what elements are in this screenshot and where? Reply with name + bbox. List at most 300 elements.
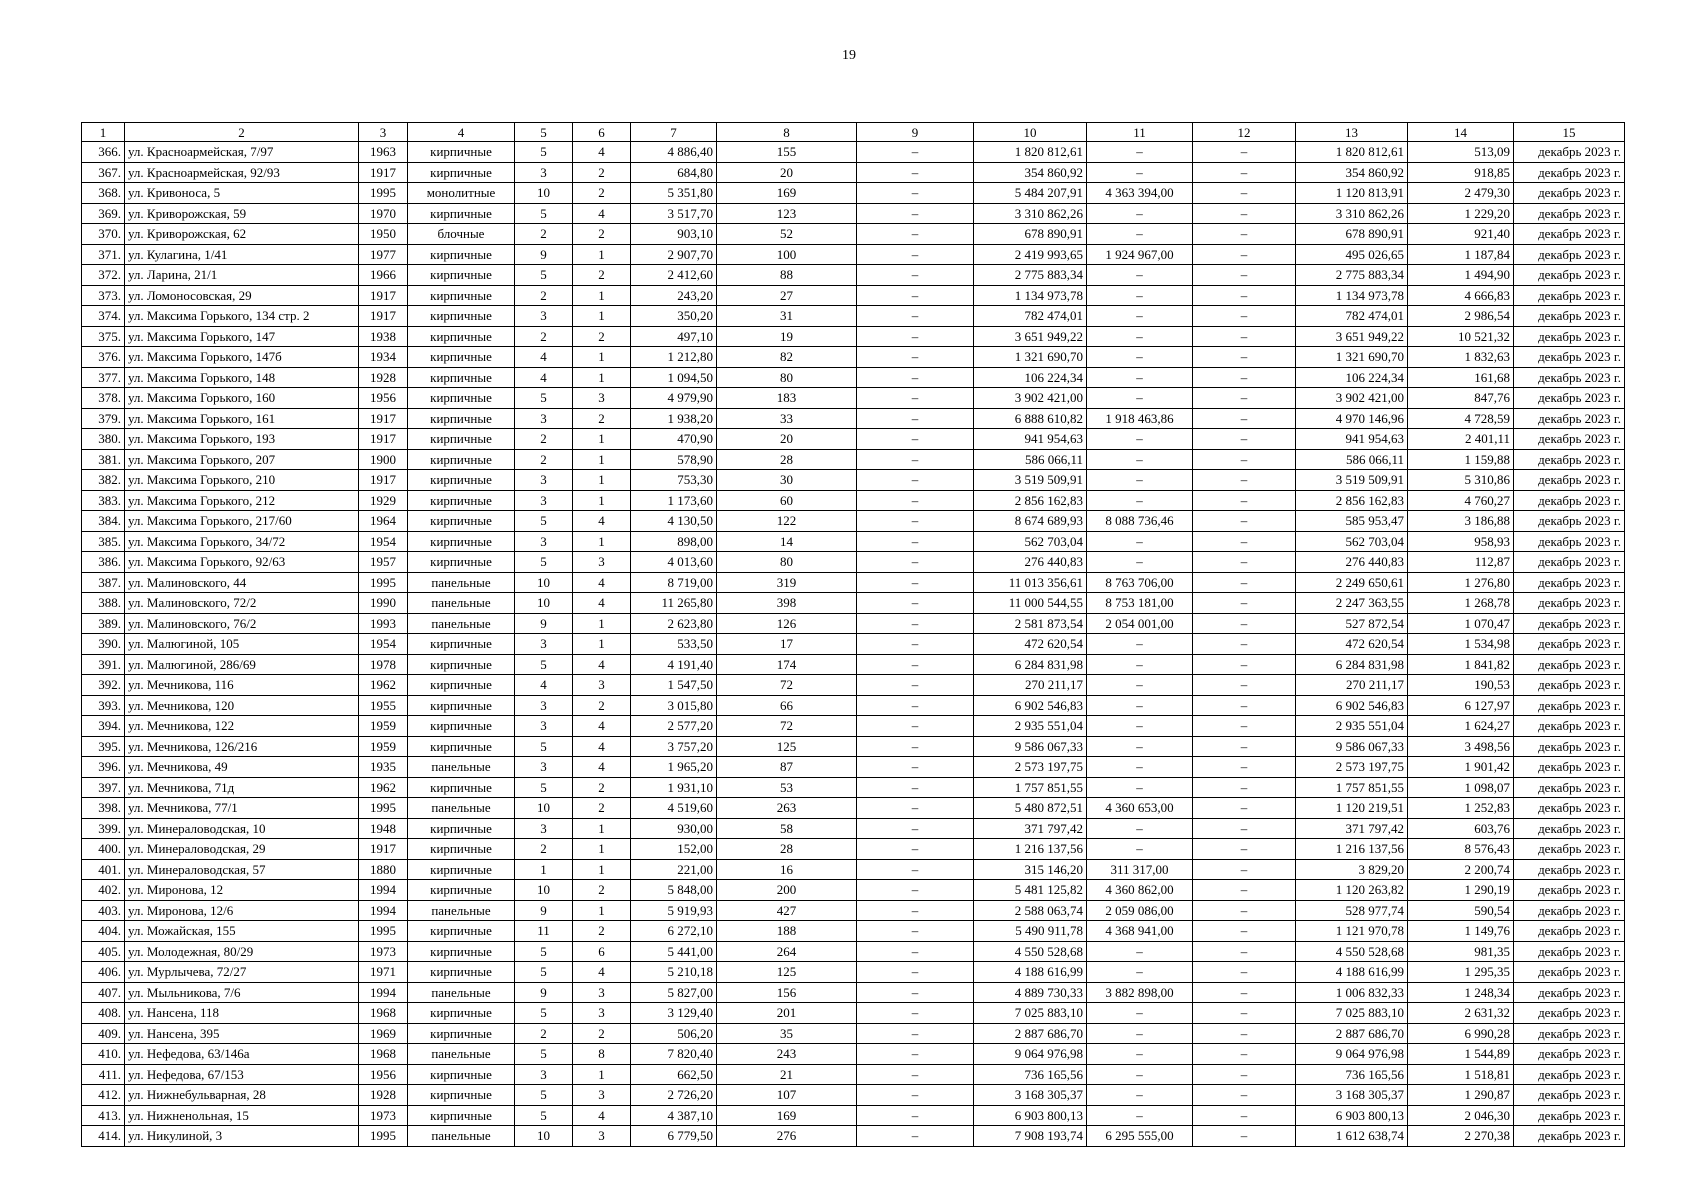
cell-year-built: 1917 (359, 839, 408, 860)
cell-col-11: – (1087, 306, 1193, 327)
cell-col-13: 1 757 851,55 (1296, 777, 1408, 798)
cell-row-number: 408. (82, 1003, 125, 1024)
cell-cost-per-sqm: 1 534,98 (1408, 634, 1514, 655)
cell-residents: 53 (717, 777, 857, 798)
cell-row-number: 377. (82, 367, 125, 388)
cell-col-9: – (857, 572, 974, 593)
cell-total-area: 3 757,20 (631, 736, 717, 757)
cell-cost-per-sqm: 981,35 (1408, 941, 1514, 962)
cell-col-11: – (1087, 1064, 1193, 1085)
cell-col-9: – (857, 1126, 974, 1147)
cell-residents: 122 (717, 511, 857, 532)
cell-cost-per-sqm: 1 252,83 (1408, 798, 1514, 819)
cell-cost-per-sqm: 4 728,59 (1408, 408, 1514, 429)
cell-deadline: декабрь 2023 г. (1514, 347, 1625, 368)
cell-total-area: 662,50 (631, 1064, 717, 1085)
cell-residents: 17 (717, 634, 857, 655)
cell-floors: 4 (515, 347, 573, 368)
cell-year-built: 1993 (359, 613, 408, 634)
cell-residents: 20 (717, 429, 857, 450)
table-row (82, 511, 1625, 532)
cell-residents: 21 (717, 1064, 857, 1085)
table-row (82, 900, 1625, 921)
cell-total-cost: 3 519 509,91 (974, 470, 1087, 491)
cell-cost-per-sqm: 4 666,83 (1408, 285, 1514, 306)
cell-floors: 5 (515, 1085, 573, 1106)
cell-deadline: декабрь 2023 г. (1514, 1105, 1625, 1126)
cell-wall-material: панельные (408, 982, 515, 1003)
cell-year-built: 1955 (359, 695, 408, 716)
cell-col-12: – (1193, 654, 1296, 675)
cell-floors: 9 (515, 982, 573, 1003)
cell-col-11: – (1087, 695, 1193, 716)
cell-total-cost: 3 168 305,37 (974, 1085, 1087, 1106)
cell-cost-per-sqm: 2 270,38 (1408, 1126, 1514, 1147)
cell-wall-material: кирпичные (408, 880, 515, 901)
cell-entrances: 3 (573, 552, 631, 573)
cell-total-area: 2 412,60 (631, 265, 717, 286)
cell-cost-per-sqm: 1 624,27 (1408, 716, 1514, 737)
cell-deadline: декабрь 2023 г. (1514, 736, 1625, 757)
cell-floors: 2 (515, 449, 573, 470)
cell-floors: 2 (515, 224, 573, 245)
cell-residents: 126 (717, 613, 857, 634)
cell-col-11: 6 295 555,00 (1087, 1126, 1193, 1147)
cell-cost-per-sqm: 590,54 (1408, 900, 1514, 921)
cell-residents: 27 (717, 285, 857, 306)
cell-col-11: 3 882 898,00 (1087, 982, 1193, 1003)
cell-cost-per-sqm: 603,76 (1408, 818, 1514, 839)
cell-cost-per-sqm: 1 295,35 (1408, 962, 1514, 983)
cell-floors: 2 (515, 429, 573, 450)
cell-col-12: – (1193, 859, 1296, 880)
cell-address: ул. Малиновского, 44 (125, 572, 359, 593)
cell-address: ул. Мечникова, 71д (125, 777, 359, 798)
header-row (82, 123, 1625, 142)
cell-year-built: 1968 (359, 1003, 408, 1024)
cell-total-cost: 6 888 610,82 (974, 408, 1087, 429)
cell-address: ул. Максима Горького, 217/60 (125, 511, 359, 532)
cell-col-12: – (1193, 695, 1296, 716)
cell-floors: 2 (515, 326, 573, 347)
cell-col-9: – (857, 900, 974, 921)
cell-total-area: 2 623,80 (631, 613, 717, 634)
cell-entrances: 2 (573, 880, 631, 901)
cell-residents: 58 (717, 818, 857, 839)
cell-col-13: 1 612 638,74 (1296, 1126, 1408, 1147)
cell-total-area: 930,00 (631, 818, 717, 839)
cell-total-cost: 782 474,01 (974, 306, 1087, 327)
table-row (82, 224, 1625, 245)
cell-entrances: 4 (573, 203, 631, 224)
cell-residents: 35 (717, 1023, 857, 1044)
cell-deadline: декабрь 2023 г. (1514, 839, 1625, 860)
cell-col-13: 3 519 509,91 (1296, 470, 1408, 491)
cell-col-11: 8 763 706,00 (1087, 572, 1193, 593)
cell-year-built: 1957 (359, 552, 408, 573)
cell-cost-per-sqm: 2 631,32 (1408, 1003, 1514, 1024)
cell-year-built: 1962 (359, 675, 408, 696)
cell-floors: 3 (515, 490, 573, 511)
cell-wall-material: панельные (408, 572, 515, 593)
cell-col-9: – (857, 326, 974, 347)
cell-wall-material: кирпичные (408, 859, 515, 880)
table-row (82, 285, 1625, 306)
cell-floors: 3 (515, 695, 573, 716)
cell-address: ул. Максима Горького, 161 (125, 408, 359, 429)
cell-floors: 2 (515, 285, 573, 306)
cell-entrances: 1 (573, 306, 631, 327)
cell-col-12: – (1193, 142, 1296, 163)
cell-entrances: 4 (573, 1105, 631, 1126)
cell-entrances: 1 (573, 470, 631, 491)
cell-row-number: 403. (82, 900, 125, 921)
cell-total-cost: 11 013 356,61 (974, 572, 1087, 593)
cell-cost-per-sqm: 5 310,86 (1408, 470, 1514, 491)
cell-total-area: 2 726,20 (631, 1085, 717, 1106)
cell-col-9: – (857, 367, 974, 388)
cell-cost-per-sqm: 6 990,28 (1408, 1023, 1514, 1044)
cell-address: ул. Нефедова, 67/153 (125, 1064, 359, 1085)
cell-entrances: 4 (573, 757, 631, 778)
cell-deadline: декабрь 2023 г. (1514, 470, 1625, 491)
cell-col-12: – (1193, 162, 1296, 183)
cell-col-12: – (1193, 1064, 1296, 1085)
table-row (82, 203, 1625, 224)
cell-entrances: 4 (573, 593, 631, 614)
cell-col-12: – (1193, 736, 1296, 757)
cell-deadline: декабрь 2023 г. (1514, 552, 1625, 573)
cell-col-9: – (857, 244, 974, 265)
cell-floors: 1 (515, 859, 573, 880)
cell-address: ул. Максима Горького, 134 стр. 2 (125, 306, 359, 327)
cell-col-9: – (857, 695, 974, 716)
cell-cost-per-sqm: 513,09 (1408, 142, 1514, 163)
table-row (82, 347, 1625, 368)
cell-year-built: 1990 (359, 593, 408, 614)
cell-wall-material: кирпичные (408, 1023, 515, 1044)
cell-deadline: декабрь 2023 г. (1514, 654, 1625, 675)
table-row (82, 880, 1625, 901)
cell-col-9: – (857, 859, 974, 880)
cell-wall-material: кирпичные (408, 777, 515, 798)
cell-total-area: 1 938,20 (631, 408, 717, 429)
cell-col-11: 2 054 001,00 (1087, 613, 1193, 634)
cell-deadline: декабрь 2023 г. (1514, 326, 1625, 347)
cell-floors: 10 (515, 880, 573, 901)
cell-total-area: 4 191,40 (631, 654, 717, 675)
table-row (82, 183, 1625, 204)
table-row (82, 490, 1625, 511)
cell-address: ул. Малюгиной, 105 (125, 634, 359, 655)
cell-col-11: – (1087, 654, 1193, 675)
cell-col-13: 7 025 883,10 (1296, 1003, 1408, 1024)
table-row (82, 777, 1625, 798)
cell-floors: 5 (515, 654, 573, 675)
cell-year-built: 1995 (359, 183, 408, 204)
cell-total-cost: 941 954,63 (974, 429, 1087, 450)
column-header-3: 3 (359, 123, 408, 142)
cell-total-area: 1 965,20 (631, 757, 717, 778)
cell-address: ул. Нансена, 395 (125, 1023, 359, 1044)
cell-col-12: – (1193, 449, 1296, 470)
cell-row-number: 373. (82, 285, 125, 306)
cell-col-12: – (1193, 552, 1296, 573)
table-row (82, 531, 1625, 552)
cell-entrances: 3 (573, 1126, 631, 1147)
cell-entrances: 2 (573, 183, 631, 204)
cell-total-cost: 1 321 690,70 (974, 347, 1087, 368)
cell-wall-material: кирпичные (408, 326, 515, 347)
cell-deadline: декабрь 2023 г. (1514, 798, 1625, 819)
cell-deadline: декабрь 2023 г. (1514, 962, 1625, 983)
cell-row-number: 381. (82, 449, 125, 470)
cell-deadline: декабрь 2023 г. (1514, 777, 1625, 798)
table-row (82, 429, 1625, 450)
cell-entrances: 1 (573, 367, 631, 388)
cell-col-9: – (857, 470, 974, 491)
cell-total-cost: 586 066,11 (974, 449, 1087, 470)
cell-col-12: – (1193, 941, 1296, 962)
cell-wall-material: панельные (408, 593, 515, 614)
cell-col-11: – (1087, 716, 1193, 737)
cell-col-12: – (1193, 982, 1296, 1003)
cell-wall-material: панельные (408, 1126, 515, 1147)
cell-col-13: 6 903 800,13 (1296, 1105, 1408, 1126)
cell-address: ул. Мыльникова, 7/6 (125, 982, 359, 1003)
cell-wall-material: кирпичные (408, 367, 515, 388)
column-header-4: 4 (408, 123, 515, 142)
cell-col-12: – (1193, 224, 1296, 245)
table-row (82, 367, 1625, 388)
cell-total-cost: 5 484 207,91 (974, 183, 1087, 204)
cell-col-12: – (1193, 777, 1296, 798)
cell-total-cost: 2 419 993,65 (974, 244, 1087, 265)
cell-col-13: 3 168 305,37 (1296, 1085, 1408, 1106)
cell-cost-per-sqm: 6 127,97 (1408, 695, 1514, 716)
cell-total-area: 684,80 (631, 162, 717, 183)
table-row (82, 736, 1625, 757)
cell-total-cost: 7 025 883,10 (974, 1003, 1087, 1024)
cell-address: ул. Кривоноса, 5 (125, 183, 359, 204)
cell-col-12: – (1193, 367, 1296, 388)
cell-row-number: 414. (82, 1126, 125, 1147)
cell-residents: 14 (717, 531, 857, 552)
cell-deadline: декабрь 2023 г. (1514, 1003, 1625, 1024)
cell-wall-material: кирпичные (408, 142, 515, 163)
cell-wall-material: кирпичные (408, 654, 515, 675)
cell-col-13: 528 977,74 (1296, 900, 1408, 921)
cell-address: ул. Миронова, 12 (125, 880, 359, 901)
cell-entrances: 2 (573, 326, 631, 347)
cell-address: ул. Максима Горького, 92/63 (125, 552, 359, 573)
cell-total-cost: 1 134 973,78 (974, 285, 1087, 306)
cell-residents: 100 (717, 244, 857, 265)
cell-total-cost: 106 224,34 (974, 367, 1087, 388)
cell-address: ул. Минераловодская, 57 (125, 859, 359, 880)
cell-col-9: – (857, 675, 974, 696)
table-row (82, 408, 1625, 429)
cell-row-number: 412. (82, 1085, 125, 1106)
cell-col-11: – (1087, 1023, 1193, 1044)
cell-entrances: 1 (573, 839, 631, 860)
cell-deadline: декабрь 2023 г. (1514, 572, 1625, 593)
cell-address: ул. Максима Горького, 148 (125, 367, 359, 388)
cell-total-area: 578,90 (631, 449, 717, 470)
cell-floors: 5 (515, 511, 573, 532)
cell-address: ул. Минераловодская, 29 (125, 839, 359, 860)
cell-year-built: 1971 (359, 962, 408, 983)
cell-total-area: 4 387,10 (631, 1105, 717, 1126)
cell-year-built: 1995 (359, 572, 408, 593)
column-header-10: 10 (974, 123, 1087, 142)
cell-col-9: – (857, 654, 974, 675)
cell-entrances: 2 (573, 921, 631, 942)
cell-residents: 155 (717, 142, 857, 163)
cell-residents: 28 (717, 449, 857, 470)
cell-total-cost: 11 000 544,55 (974, 593, 1087, 614)
cell-col-12: – (1193, 634, 1296, 655)
cell-row-number: 389. (82, 613, 125, 634)
cell-floors: 3 (515, 162, 573, 183)
cell-total-cost: 276 440,83 (974, 552, 1087, 573)
cell-year-built: 1995 (359, 921, 408, 942)
cell-entrances: 1 (573, 347, 631, 368)
cell-row-number: 390. (82, 634, 125, 655)
cell-wall-material: панельные (408, 757, 515, 778)
cell-col-12: – (1193, 675, 1296, 696)
cell-col-11: 4 363 394,00 (1087, 183, 1193, 204)
cell-col-13: 6 284 831,98 (1296, 654, 1408, 675)
cell-address: ул. Нансена, 118 (125, 1003, 359, 1024)
cell-address: ул. Мечникова, 49 (125, 757, 359, 778)
cell-row-number: 367. (82, 162, 125, 183)
table-header (82, 123, 1625, 142)
cell-deadline: декабрь 2023 г. (1514, 531, 1625, 552)
cell-col-9: – (857, 839, 974, 860)
cell-row-number: 404. (82, 921, 125, 942)
cell-residents: 319 (717, 572, 857, 593)
cell-year-built: 1970 (359, 203, 408, 224)
cell-year-built: 1977 (359, 244, 408, 265)
cell-year-built: 1917 (359, 285, 408, 306)
cell-year-built: 1954 (359, 531, 408, 552)
cell-total-area: 5 919,93 (631, 900, 717, 921)
cell-col-11: – (1087, 839, 1193, 860)
cell-wall-material: кирпичные (408, 490, 515, 511)
table-row (82, 244, 1625, 265)
cell-col-12: – (1193, 388, 1296, 409)
column-header-5: 5 (515, 123, 573, 142)
cell-col-12: – (1193, 593, 1296, 614)
cell-col-11: 1 924 967,00 (1087, 244, 1193, 265)
cell-floors: 10 (515, 798, 573, 819)
table-row (82, 654, 1625, 675)
cell-address: ул. Мечникова, 116 (125, 675, 359, 696)
table-row (82, 1126, 1625, 1147)
cell-wall-material: панельные (408, 798, 515, 819)
cell-cost-per-sqm: 2 200,74 (1408, 859, 1514, 880)
cell-entrances: 4 (573, 511, 631, 532)
cell-entrances: 1 (573, 429, 631, 450)
cell-col-9: – (857, 224, 974, 245)
cell-deadline: декабрь 2023 г. (1514, 490, 1625, 511)
cell-row-number: 410. (82, 1044, 125, 1065)
cell-wall-material: кирпичные (408, 1085, 515, 1106)
cell-total-cost: 2 581 873,54 (974, 613, 1087, 634)
cell-cost-per-sqm: 1 494,90 (1408, 265, 1514, 286)
cell-wall-material: кирпичные (408, 839, 515, 860)
cell-total-area: 903,10 (631, 224, 717, 245)
cell-address: ул. Мечникова, 122 (125, 716, 359, 737)
cell-total-cost: 2 573 197,75 (974, 757, 1087, 778)
cell-col-13: 276 440,83 (1296, 552, 1408, 573)
cell-wall-material: кирпичные (408, 531, 515, 552)
cell-col-11: 4 368 941,00 (1087, 921, 1193, 942)
cell-address: ул. Нижнебульварная, 28 (125, 1085, 359, 1106)
cell-floors: 5 (515, 265, 573, 286)
cell-residents: 125 (717, 736, 857, 757)
cell-entrances: 1 (573, 900, 631, 921)
cell-residents: 16 (717, 859, 857, 880)
table-row (82, 818, 1625, 839)
cell-col-12: – (1193, 490, 1296, 511)
cell-entrances: 3 (573, 388, 631, 409)
table-row (82, 859, 1625, 880)
cell-cost-per-sqm: 161,68 (1408, 367, 1514, 388)
cell-wall-material: кирпичные (408, 941, 515, 962)
cell-year-built: 1994 (359, 982, 408, 1003)
cell-col-13: 354 860,92 (1296, 162, 1408, 183)
cell-total-area: 5 827,00 (631, 982, 717, 1003)
cell-col-11: – (1087, 347, 1193, 368)
cell-wall-material: кирпичные (408, 695, 515, 716)
cell-year-built: 1950 (359, 224, 408, 245)
cell-entrances: 4 (573, 572, 631, 593)
cell-total-area: 5 848,00 (631, 880, 717, 901)
cell-row-number: 406. (82, 962, 125, 983)
cell-col-9: – (857, 388, 974, 409)
cell-residents: 398 (717, 593, 857, 614)
cell-total-cost: 9 064 976,98 (974, 1044, 1087, 1065)
cell-row-number: 387. (82, 572, 125, 593)
cell-deadline: декабрь 2023 г. (1514, 818, 1625, 839)
cell-col-9: – (857, 408, 974, 429)
cell-residents: 19 (717, 326, 857, 347)
cell-row-number: 400. (82, 839, 125, 860)
cell-residents: 20 (717, 162, 857, 183)
cell-col-11: – (1087, 757, 1193, 778)
cell-row-number: 388. (82, 593, 125, 614)
cell-col-13: 472 620,54 (1296, 634, 1408, 655)
cell-entrances: 3 (573, 675, 631, 696)
cell-year-built: 1968 (359, 1044, 408, 1065)
cell-total-cost: 6 284 831,98 (974, 654, 1087, 675)
cell-deadline: декабрь 2023 г. (1514, 1126, 1625, 1147)
cell-address: ул. Малиновского, 72/2 (125, 593, 359, 614)
cell-row-number: 374. (82, 306, 125, 327)
cell-address: ул. Максима Горького, 207 (125, 449, 359, 470)
cell-wall-material: кирпичные (408, 1105, 515, 1126)
cell-floors: 10 (515, 593, 573, 614)
cell-col-13: 1 134 973,78 (1296, 285, 1408, 306)
cell-residents: 427 (717, 900, 857, 921)
cell-col-12: – (1193, 962, 1296, 983)
cell-wall-material: кирпичные (408, 818, 515, 839)
cell-entrances: 3 (573, 982, 631, 1003)
cell-col-12: – (1193, 1023, 1296, 1044)
cell-row-number: 392. (82, 675, 125, 696)
